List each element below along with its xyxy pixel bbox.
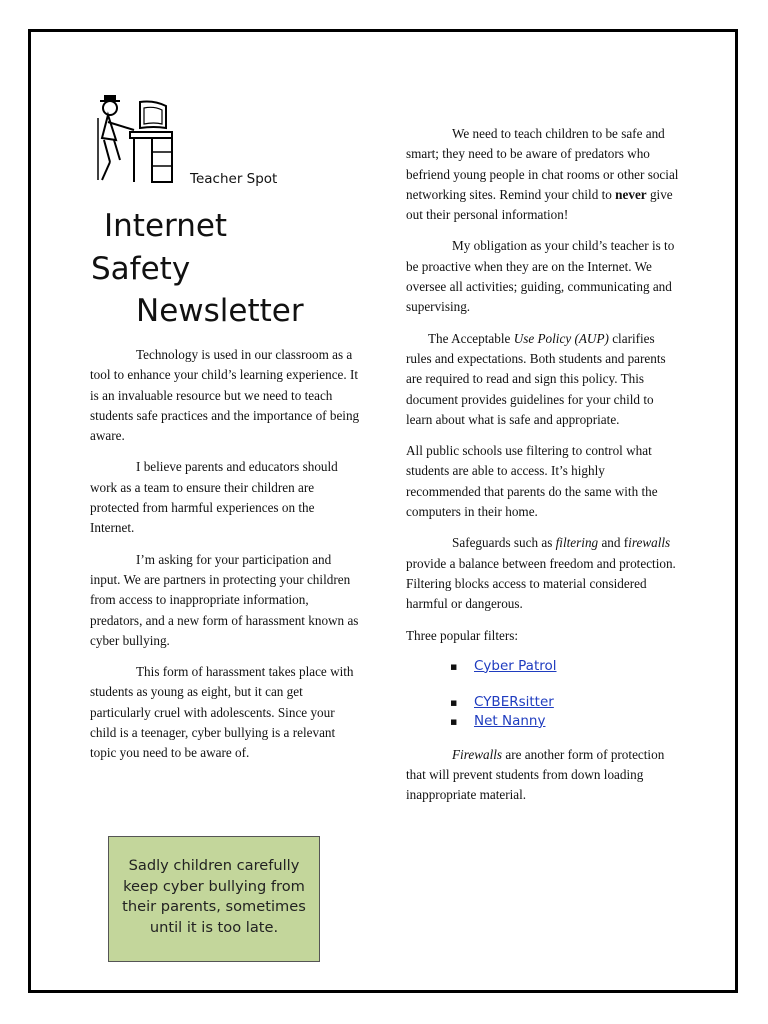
stick-figure-computer-icon	[94, 92, 176, 184]
title-line-3: Newsletter	[136, 293, 304, 329]
title-line-1: Internet	[104, 208, 228, 244]
cybersitter-link[interactable]: CYBERsitter	[474, 693, 554, 710]
paragraph: Technology is used in our classroom as a tool to enhance your child’s learning experience. It is an invaluable resource but we need to teach students safe practices and the importance of being aware.	[90, 347, 360, 444]
teacher-spot-label: Teacher Spot	[190, 171, 278, 187]
paragraph: This form of harassment takes place with students as young as eight, but it can get particularly cruel with adolescents. Since your child is a teenager, cyber bullying is a relevant topic you need to be aware of.	[90, 664, 354, 761]
list-item	[406, 657, 680, 676]
text-run: The Acceptable	[428, 330, 514, 346]
text-run: Safeguards such as	[452, 535, 556, 551]
italic-text: Firewalls	[452, 746, 503, 762]
paragraph	[406, 745, 680, 806]
callout-box	[108, 836, 320, 962]
callout-text: Sadly children carefully keep cyber bullying from their parents, sometimes until it is too late.	[122, 857, 306, 936]
paragraph: I’m asking for your participation and input. We are partners in protecting your children from access to inappropriate information, predators, and a new form of harassment known as cyber bullying.	[90, 551, 359, 648]
text-run: We need to teach children to be safe and smart; they need to be aware of predators who befriend young people in chat rooms or other social networking sites. Remind your child to	[406, 126, 679, 202]
list-item	[406, 693, 680, 712]
paragraph	[406, 329, 680, 430]
paragraph: My obligation as your child’s teacher is to be proactive when they are on the Internet. We oversee all activities; guiding, communicating and supervising.	[406, 238, 675, 315]
filters-list	[406, 657, 680, 731]
text-run: clarifies rules and expectations. Both students and parents are required to read and sign this policy. This document provides guidelines for your child to learn about what is safe and appropriate.	[406, 330, 666, 427]
left-column	[90, 345, 362, 775]
text-run: and f	[598, 535, 629, 551]
text-run: are another form of protection that will prevent students from down loading inappropriate material.	[406, 746, 665, 803]
net-nanny-link[interactable]: Net Nanny	[474, 712, 546, 729]
paragraph: All public schools use filtering to control what students are able to access. It’s highly recommended that parents do the same with the computers in their home.	[406, 443, 658, 520]
list-item	[406, 712, 680, 731]
paragraph: I believe parents and educators should work as a team to ensure their children are protected from harmful experiences on the Internet.	[90, 459, 338, 536]
cyber-patrol-link[interactable]: Cyber Patrol	[474, 657, 557, 674]
paragraph	[406, 124, 680, 225]
text-run: provide a balance between freedom and protection. Filtering blocks access to material considered harmful or dangerous.	[406, 555, 676, 612]
italic-text: irewalls	[628, 535, 671, 551]
italic-text: Use Policy (AUP)	[513, 330, 609, 346]
text-run: give out their personal information!	[406, 186, 673, 223]
bold-text: never	[615, 186, 647, 202]
paragraph	[406, 533, 680, 614]
filters-intro: Three popular filters:	[406, 627, 519, 643]
right-column	[406, 124, 680, 817]
italic-text: filtering	[555, 535, 599, 551]
title-line-2: Safety	[91, 251, 191, 287]
